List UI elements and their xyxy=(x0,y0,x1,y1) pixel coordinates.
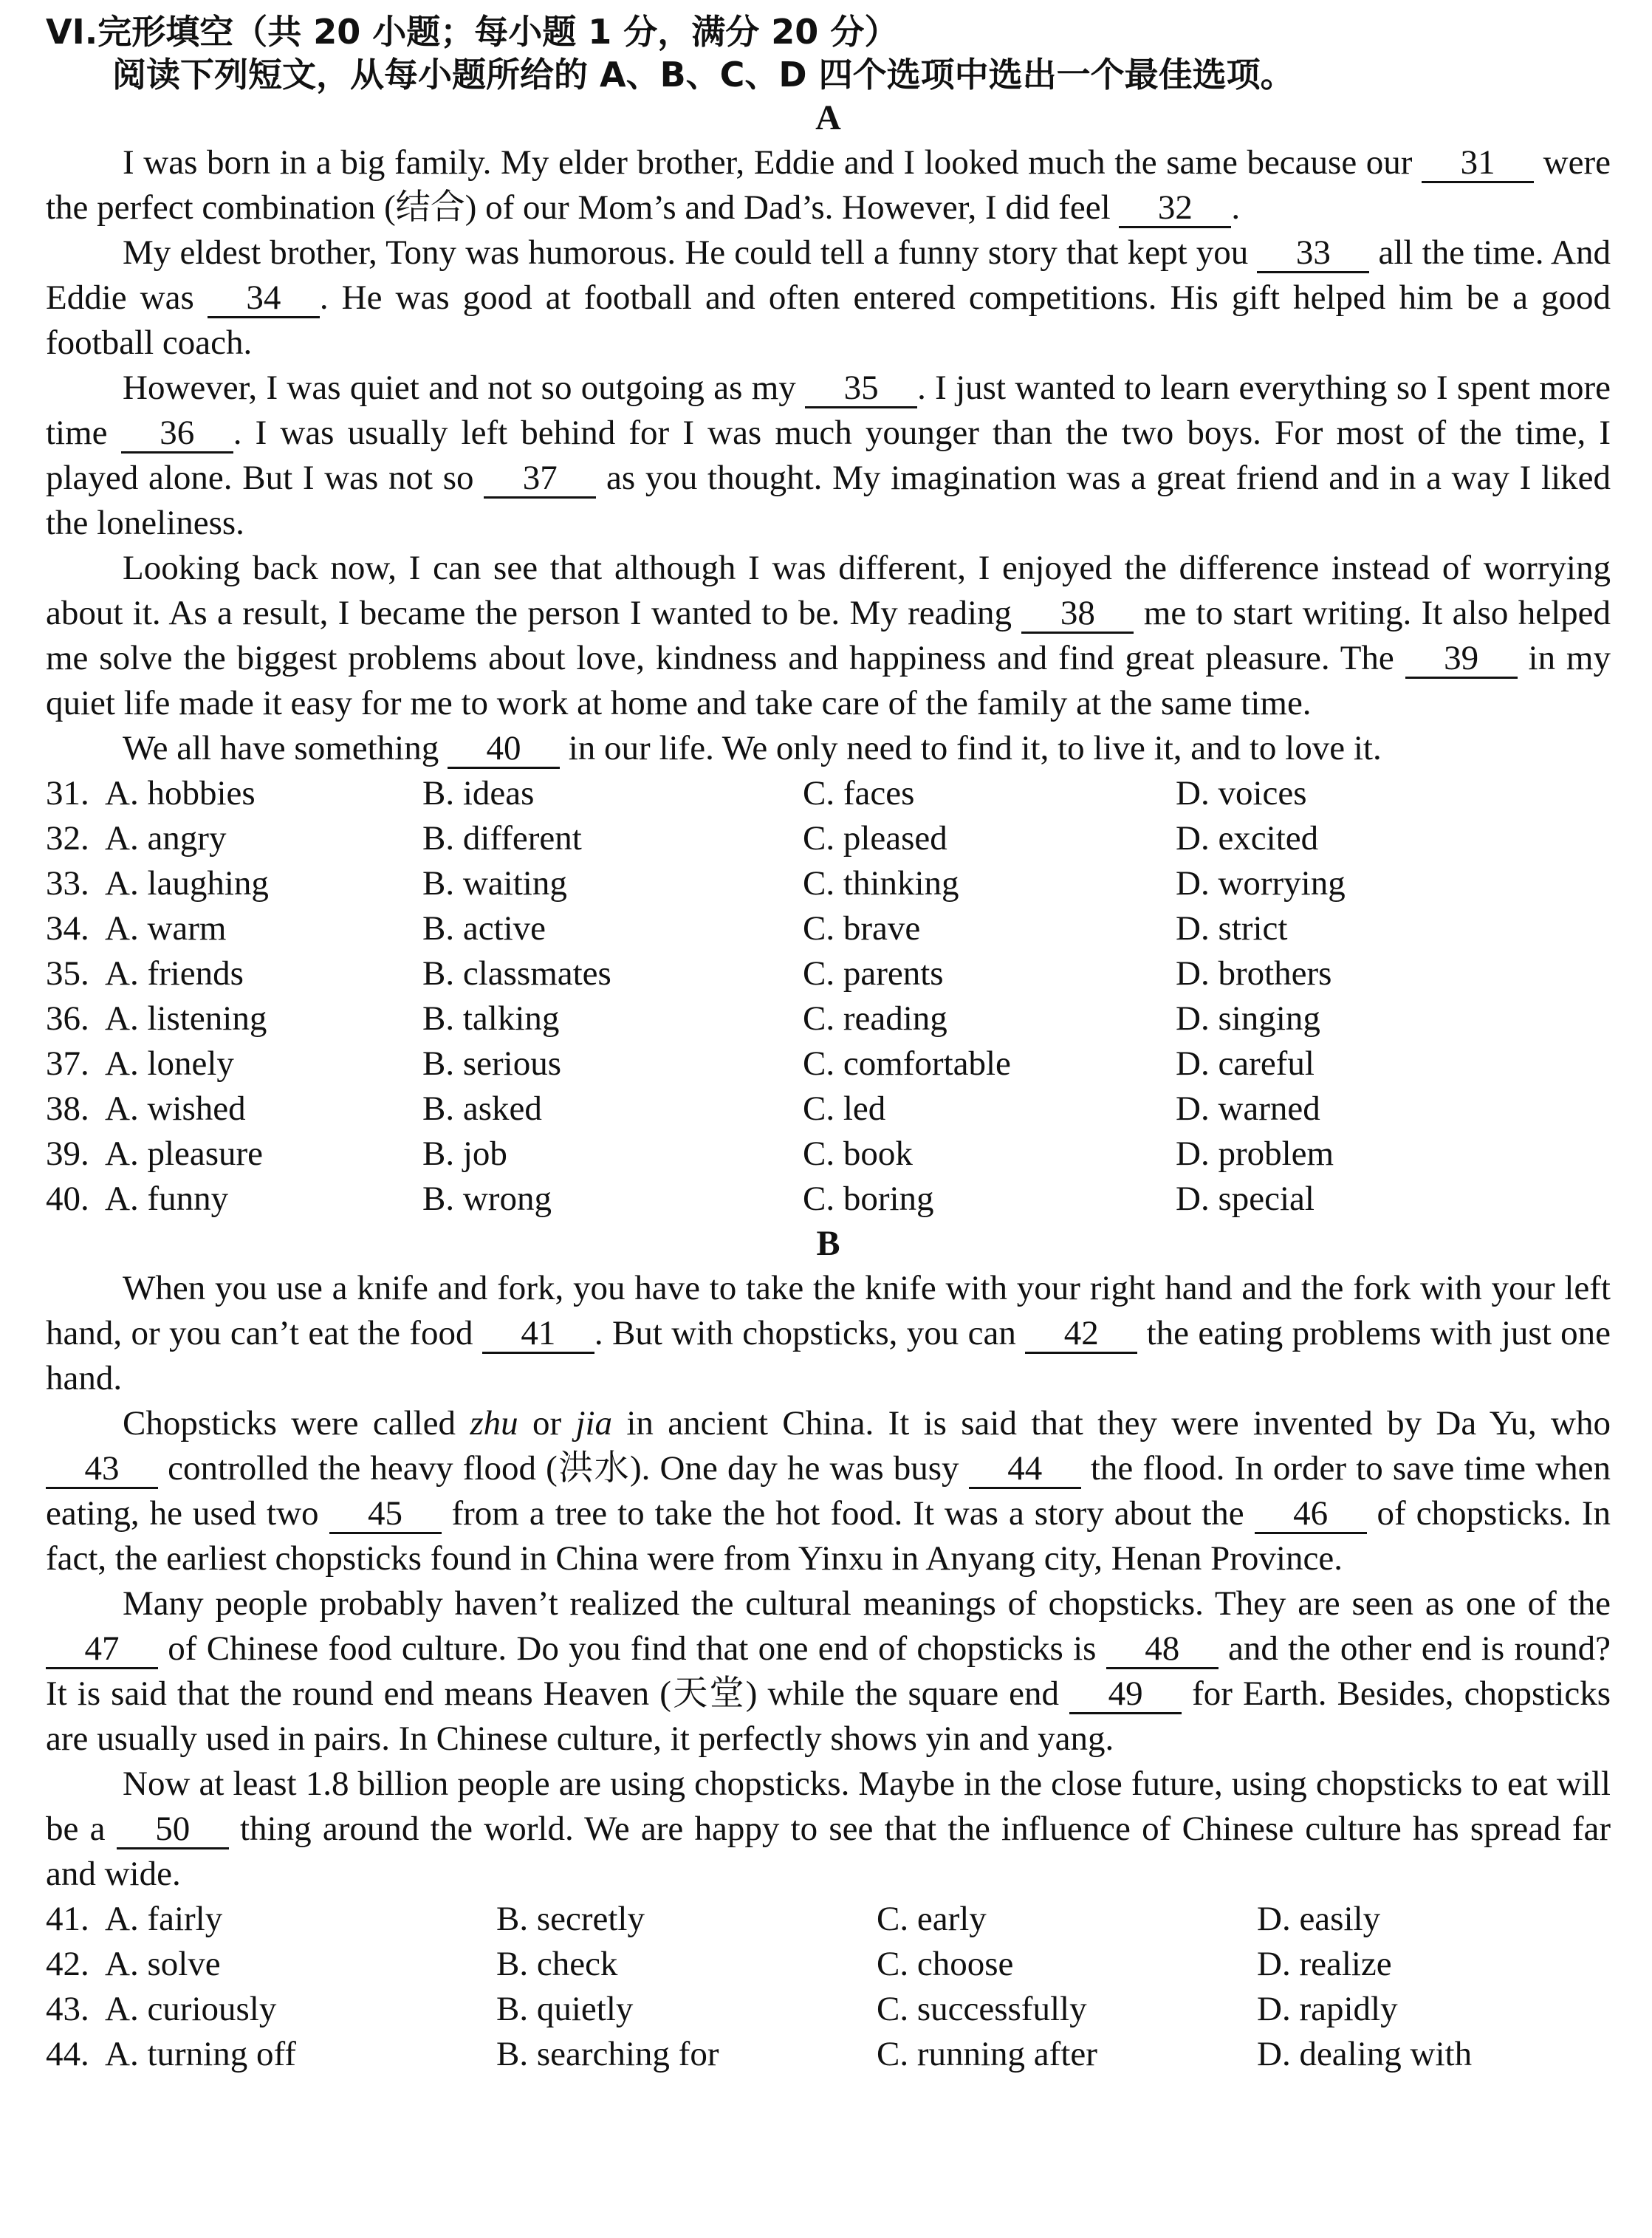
option-b[interactable]: B. talking xyxy=(422,999,560,1038)
option-a[interactable]: A. curiously xyxy=(105,1990,277,2028)
paragraph: We all have something 40 in our life. We only need to find it, to live it, and to love it. xyxy=(123,729,1382,767)
option-a[interactable]: A. fairly xyxy=(105,1900,223,1938)
blank-48[interactable]: 48 xyxy=(1106,1630,1219,1669)
passage-a xyxy=(46,140,1611,771)
blank-46[interactable]: 46 xyxy=(1255,1495,1367,1534)
option-d[interactable]: D. strict xyxy=(1176,909,1288,948)
option-c[interactable]: C. running after xyxy=(877,2035,1097,2073)
question-row: 40. A. funny B. wrong C. boring D. special xyxy=(46,1177,1611,1222)
option-b[interactable]: B. check xyxy=(496,1945,618,1983)
option-b[interactable]: B. asked xyxy=(422,1089,542,1128)
question-row: 42. A. solve B. check C. choose D. realize xyxy=(46,1942,1611,1987)
option-a[interactable]: A. wished xyxy=(105,1089,246,1128)
blank-34[interactable]: 34 xyxy=(208,279,320,318)
option-c[interactable]: C. parents xyxy=(803,954,944,993)
section-title: VI.完形填空（共 20 小题；每小题 1 分，满分 20 分） xyxy=(46,12,899,52)
option-b[interactable]: B. wrong xyxy=(422,1180,552,1218)
option-d[interactable]: D. voices xyxy=(1176,774,1307,812)
blank-33[interactable]: 33 xyxy=(1257,234,1369,273)
paragraph: However, I was quiet and not so outgoing as my 35 . I just wanted to learn everything so I spent more time 36 . I was usually left behind for I was much younger than the two boys. For most of the time, I played alone. But I was not so 37 as you thought. My imagination was a great friend and in a way I liked the loneliness. xyxy=(46,369,1611,542)
option-a[interactable]: A. friends xyxy=(105,954,244,993)
blank-37[interactable]: 37 xyxy=(484,459,596,499)
option-a[interactable]: A. pleasure xyxy=(105,1135,264,1173)
option-a[interactable]: A. lonely xyxy=(105,1044,234,1083)
blank-44[interactable]: 44 xyxy=(969,1450,1081,1489)
option-b[interactable]: B. serious xyxy=(422,1044,561,1083)
option-c[interactable]: C. led xyxy=(803,1089,886,1128)
option-b[interactable]: B. searching for xyxy=(496,2035,719,2073)
option-b[interactable]: B. ideas xyxy=(422,774,535,812)
option-b[interactable]: B. waiting xyxy=(422,864,567,903)
question-row: 41. A. fairly B. secretly C. early D. easily xyxy=(46,1897,1611,1942)
option-d[interactable]: D. dealing with xyxy=(1257,2035,1473,2073)
option-d[interactable]: D. problem xyxy=(1176,1135,1334,1173)
option-b[interactable]: B. different xyxy=(422,819,582,858)
paragraph: Now at least 1.8 billion people are using chopsticks. Maybe in the close future, using chopsticks to eat will be a 50 thing around the world. We are happy to see that the influence of Chinese culture has spread far and wide. xyxy=(46,1765,1611,1893)
blank-41[interactable]: 41 xyxy=(482,1315,594,1354)
paragraph: My eldest brother, Tony was humorous. He could tell a funny story that kept you 33 all the time. And Eddie was 34 . He was good at football and often entered competitions. His gift helped him be a good football coach. xyxy=(46,233,1611,362)
option-d[interactable]: D. rapidly xyxy=(1257,1990,1398,2028)
paragraph: When you use a knife and fork, you have to take the knife with your right hand and the fork with your left hand, or you can’t eat the food 41 . But with chopsticks, you can 42 the eating problems with just one hand. xyxy=(46,1269,1611,1397)
option-d[interactable]: D. worrying xyxy=(1176,864,1346,903)
blank-50[interactable]: 50 xyxy=(117,1810,229,1849)
option-c[interactable]: C. pleased xyxy=(803,819,947,858)
option-a[interactable]: A. angry xyxy=(105,819,227,858)
option-c[interactable]: C. successfully xyxy=(877,1990,1087,2028)
option-c[interactable]: C. early xyxy=(877,1900,987,1938)
option-c[interactable]: C. thinking xyxy=(803,864,959,903)
question-row: 34. A. warm B. active C. brave D. strict xyxy=(46,906,1611,951)
option-d[interactable]: D. careful xyxy=(1176,1044,1315,1083)
option-d[interactable]: D. special xyxy=(1176,1180,1315,1218)
option-d[interactable]: D. singing xyxy=(1176,999,1320,1038)
blank-39[interactable]: 39 xyxy=(1405,640,1518,679)
blank-45[interactable]: 45 xyxy=(329,1495,442,1534)
option-d[interactable]: D. realize xyxy=(1257,1945,1392,1983)
option-c[interactable]: C. choose xyxy=(877,1945,1014,1983)
blank-32[interactable]: 32 xyxy=(1119,189,1231,228)
option-b[interactable]: B. secretly xyxy=(496,1900,645,1938)
question-row: 36. A. listening B. talking C. reading D. singing xyxy=(46,996,1611,1041)
option-a[interactable]: A. warm xyxy=(105,909,227,948)
question-row: 35. A. friends B. classmates C. parents D. brothers xyxy=(46,951,1611,996)
question-row: 43. A. curiously B. quietly C. successfully D. rapidly xyxy=(46,1987,1611,2032)
question-row: 31. A. hobbies B. ideas C. faces D. voices xyxy=(46,771,1611,816)
passage-b-label: B xyxy=(816,1224,840,1263)
option-c[interactable]: C. book xyxy=(803,1135,913,1173)
paragraph: Many people probably haven’t realized the cultural meanings of chopsticks. They are seen as one of the 47 of Chinese food culture. Do you find that one end of chopsticks is 48 and the other end is round? It is said that the round end means Heaven (天堂) while the square end 49 for Earth. Besides, chopsticks are usually used in pairs. In Chinese culture, it perfectly shows yin and yang. xyxy=(46,1584,1611,1758)
blank-43[interactable]: 43 xyxy=(46,1450,158,1489)
option-d[interactable]: D. warned xyxy=(1176,1089,1320,1128)
option-b[interactable]: B. active xyxy=(422,909,546,948)
option-b[interactable]: B. quietly xyxy=(496,1990,634,2028)
blank-47[interactable]: 47 xyxy=(46,1630,158,1669)
passage-a-label: A xyxy=(815,98,841,137)
option-a[interactable]: A. laughing xyxy=(105,864,269,903)
blank-42[interactable]: 42 xyxy=(1025,1315,1137,1354)
option-d[interactable]: D. easily xyxy=(1257,1900,1381,1938)
section-instruction: 阅读下列短文，从每小题所给的 A、B、C、D 四个选项中选出一个最佳选项。 xyxy=(112,55,1295,95)
option-a[interactable]: A. solve xyxy=(105,1945,221,1983)
option-a[interactable]: A. listening xyxy=(105,999,267,1038)
passage-b xyxy=(46,1266,1611,1897)
blank-40[interactable]: 40 xyxy=(448,730,560,769)
option-d[interactable]: D. excited xyxy=(1176,819,1319,858)
option-c[interactable]: C. comfortable xyxy=(803,1044,1011,1083)
option-b[interactable]: B. classmates xyxy=(422,954,611,993)
option-a[interactable]: A. funny xyxy=(105,1180,229,1218)
blank-49[interactable]: 49 xyxy=(1069,1675,1182,1714)
options-a xyxy=(46,771,1611,1222)
question-row: 33. A. laughing B. waiting C. thinking D. worrying xyxy=(46,861,1611,906)
question-row: 39. A. pleasure B. job C. book D. problem xyxy=(46,1132,1611,1177)
paragraph: Looking back now, I can see that although I was different, I enjoyed the difference instead of worrying about it. As a result, I became the person I wanted to be. My reading 38 me to start writing. It also helped me solve the biggest problems about love, kindness and happiness and find great pleasure. The 39 in my quiet life made it easy for me to work at home and take care of the family at the same time. xyxy=(46,549,1611,722)
options-b xyxy=(46,1897,1611,2077)
option-c[interactable]: C. brave xyxy=(803,909,921,948)
blank-31[interactable]: 31 xyxy=(1422,144,1534,183)
paragraph: Chopsticks were called zhu or jia in ancient China. It is said that they were invented by Da Yu, who 43 controlled the heavy flood (洪水). One day he was busy 44 the flood. In order to save time when eating, he used two 45 from a tree to take the hot food. It was a story about the 46 of chopsticks. In fact, the earliest chopsticks found in China were from Yinxu in Anyang city, Henan Province. xyxy=(46,1404,1611,1578)
question-row: 44. A. turning off B. searching for C. running after D. dealing with xyxy=(46,2032,1611,2077)
blank-38[interactable]: 38 xyxy=(1021,595,1134,634)
paragraph: I was born in a big family. My elder brother, Eddie and I looked much the same because our 31 were the perfect combination (结合) of our Mom’s and Dad’s. However, I did feel 32 . xyxy=(46,143,1611,227)
option-d[interactable]: D. brothers xyxy=(1176,954,1332,993)
question-row: 32. A. angry B. different C. pleased D. excited xyxy=(46,816,1611,861)
option-c[interactable]: C. faces xyxy=(803,774,915,812)
question-row: 37. A. lonely B. serious C. comfortable D. careful xyxy=(46,1041,1611,1087)
blank-35[interactable]: 35 xyxy=(805,369,917,408)
blank-36[interactable]: 36 xyxy=(121,414,233,454)
option-b[interactable]: B. job xyxy=(422,1135,507,1173)
option-a[interactable]: A. turning off xyxy=(105,2035,296,2073)
option-c[interactable]: C. reading xyxy=(803,999,947,1038)
option-c[interactable]: C. boring xyxy=(803,1180,934,1218)
question-row: 38. A. wished B. asked C. led D. warned xyxy=(46,1087,1611,1132)
option-a[interactable]: A. hobbies xyxy=(105,774,256,812)
